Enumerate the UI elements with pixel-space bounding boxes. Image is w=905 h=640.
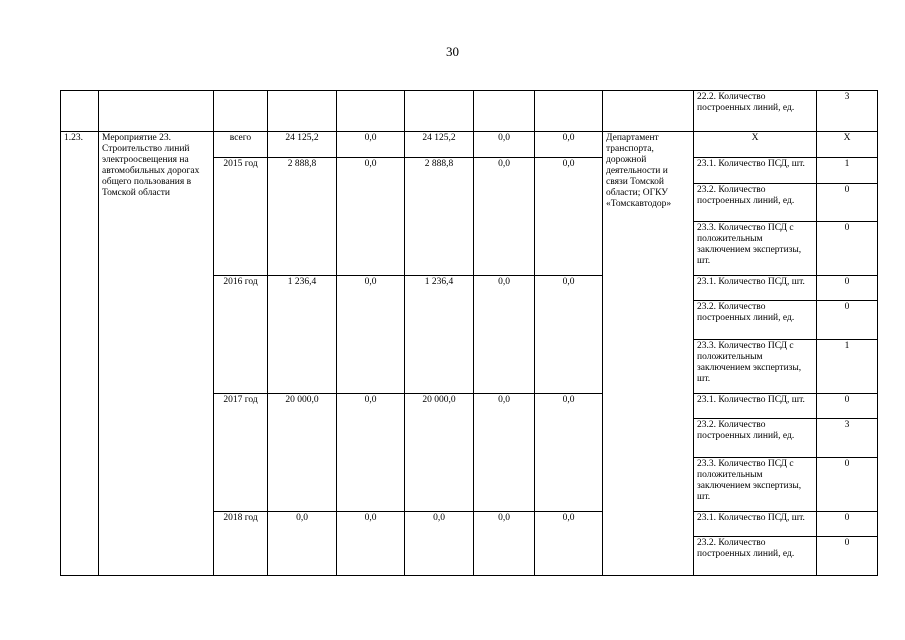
indicator-cell: 23.2. Количество построенных линий, ед. [694,419,817,458]
empty-cell [603,91,694,132]
indicator-cell: 23.3. Количество ПСД с положительным заключением экспертизы, шт. [694,458,817,512]
amount-local: 0,0 [474,276,535,394]
amount-regional: 20 000,0 [405,394,474,512]
empty-cell [337,91,405,132]
period-cell: всего [214,132,268,158]
indicator-value: 0 [817,512,878,537]
empty-cell [405,91,474,132]
period-cell: 2016 год [214,276,268,394]
amount-other: 0,0 [535,276,603,394]
amount-other: 0,0 [535,512,603,576]
amount-total: 24 125,2 [268,132,337,158]
period-cell: 2018 год [214,512,268,576]
indicator-value: 0 [817,301,878,340]
amount-local: 0,0 [474,394,535,512]
indicator-cell: 23.3. Количество ПСД с положительным заключением экспертизы, шт. [694,340,817,394]
indicator-value: 1 [817,158,878,184]
amount-total: 1 236,4 [268,276,337,394]
indicator-value: 3 [817,91,878,132]
indicator-cell: 23.1. Количество ПСД, шт. [694,158,817,184]
indicator-value: 1 [817,340,878,394]
indicator-cell: 23.2. Количество построенных линий, ед. [694,537,817,576]
amount-regional: 2 888,8 [405,158,474,276]
continuation-row [61,91,878,132]
amount-local: 0,0 [474,132,535,158]
total-row [61,132,878,158]
period-cell: 2017 год [214,394,268,512]
indicator-value: Х [817,132,878,158]
indicator-value: 0 [817,276,878,301]
indicator-cell: 22.2. Количество построенных линий, ед. [694,91,817,132]
indicator-value: 0 [817,537,878,576]
indicator-value: 3 [817,419,878,458]
indicator-value: 0 [817,394,878,419]
indicator-value: 0 [817,222,878,276]
empty-cell [474,91,535,132]
amount-local: 0,0 [474,158,535,276]
amount-federal: 0,0 [337,394,405,512]
indicator-cell: 23.3. Количество ПСД с положительным заключением экспертизы, шт. [694,222,817,276]
amount-total: 20 000,0 [268,394,337,512]
empty-cell [268,91,337,132]
amount-federal: 0,0 [337,132,405,158]
indicator-value: 0 [817,184,878,222]
item-name: Мероприятие 23. Строительство линий электроосвещения на автомобильных дорогах общего пользования в Томской области [99,132,214,576]
amount-regional: 1 236,4 [405,276,474,394]
amount-other: 0,0 [535,158,603,276]
indicator-cell: 23.1. Количество ПСД, шт. [694,394,817,419]
indicator-cell: Х [694,132,817,158]
executor-cell: Департамент транспорта, дорожной деятельности и связи Томской области; ОГКУ «Томскавтодор» [603,132,694,576]
program-table [60,90,878,576]
amount-regional: 0,0 [405,512,474,576]
amount-local: 0,0 [474,512,535,576]
amount-other: 0,0 [535,394,603,512]
amount-total: 2 888,8 [268,158,337,276]
indicator-cell: 23.2. Количество построенных линий, ед. [694,301,817,340]
indicator-cell: 23.2. Количество построенных линий, ед. [694,184,817,222]
empty-cell [535,91,603,132]
amount-federal: 0,0 [337,276,405,394]
empty-cell [61,91,99,132]
amount-regional: 24 125,2 [405,132,474,158]
amount-federal: 0,0 [337,512,405,576]
amount-other: 0,0 [535,132,603,158]
indicator-cell: 23.1. Количество ПСД, шт. [694,276,817,301]
amount-total: 0,0 [268,512,337,576]
page-number: 30 [446,44,459,59]
indicator-cell: 23.1. Количество ПСД, шт. [694,512,817,537]
amount-federal: 0,0 [337,158,405,276]
period-cell: 2015 год [214,158,268,276]
item-number: 1.23. [61,132,99,576]
empty-cell [99,91,214,132]
empty-cell [214,91,268,132]
indicator-value: 0 [817,458,878,512]
